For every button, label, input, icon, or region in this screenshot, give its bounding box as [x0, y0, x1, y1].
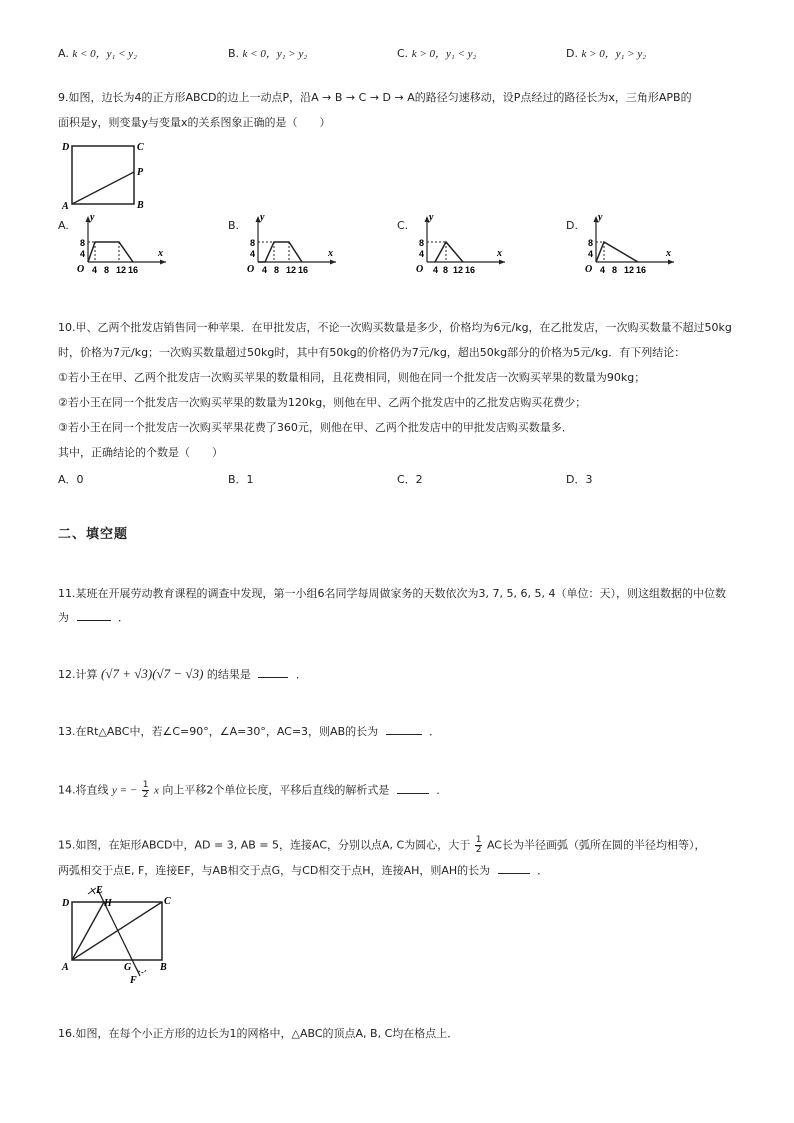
q9-option-b-letter: B. [228, 219, 240, 232]
tick-y-4: 4 [419, 249, 425, 259]
label-a: A [62, 962, 69, 973]
tick-y-8: 8 [588, 238, 594, 248]
q10-option-c: C．2 [397, 473, 423, 486]
tick-x-4: 4 [262, 265, 268, 275]
tick-x-8: 8 [274, 265, 280, 275]
q14-expr-x: x [153, 784, 159, 797]
tick-x-12: 12 [624, 265, 635, 275]
q11-line2 [58, 609, 129, 625]
q11-tail: ． [118, 611, 129, 624]
q14-post: 向上平移2个单位长度，平移后直线的解析式是 [162, 783, 390, 797]
q10-option-a: A．0 [58, 473, 84, 486]
y-label: y [598, 212, 603, 223]
q15-line1-post: AC长为半径画弧（弧所在圆的半径均相等）， [486, 838, 706, 852]
q10-statement-2: ②若小王在同一个批发店一次购买苹果的数量为120kg，则他在甲、乙两个批发店中的乙批发店购买花费少； [58, 396, 587, 409]
graph-line [258, 242, 302, 262]
q9-graph-b [244, 212, 344, 278]
q15-fraction [475, 836, 483, 855]
q8-option-c-text: k > 0，y₁ < y₂ [411, 48, 477, 60]
segment-ap [72, 172, 134, 204]
tick-y-8: 8 [80, 238, 86, 248]
label-b: B [137, 200, 144, 210]
tick-x-12: 12 [286, 265, 297, 275]
q9-option-c-letter: C. [397, 219, 409, 232]
tick-y-4: 4 [80, 249, 86, 259]
origin-label: O [77, 264, 85, 275]
tick-x-16: 16 [128, 265, 139, 275]
q11-answer-blank[interactable] [77, 611, 111, 621]
q15-line1 [58, 836, 705, 855]
q15-line2-text: 两弧相交于点E, F，连接EF，与AB相交于点G，与CD相交于点H，连接AH，则AH的长为 [58, 864, 491, 877]
x-axis-arrow [330, 260, 336, 265]
label-h: H [104, 898, 112, 909]
label-g: G [124, 962, 132, 973]
q8-option-a-letter: A. [58, 47, 69, 60]
label-b: B [160, 962, 167, 973]
x-label: x [158, 248, 163, 259]
q8-option-c-letter: C. [397, 47, 409, 60]
label-c: C [164, 896, 171, 907]
q13-text: 13.在Rt△ABC中，若∠C=90°，∠A=30°，AC=3，则AB的长为 [58, 725, 379, 738]
y-label: y [90, 212, 95, 223]
q9-square-figure [58, 138, 158, 210]
tick-x-4: 4 [600, 265, 606, 275]
label-d: D [62, 898, 70, 909]
x-axis-arrow [668, 260, 674, 265]
label-f: F [130, 975, 137, 986]
q10-statement-1: ①若小王在甲、乙两个批发店一次购买苹果的数量相同，且花费相同，则他在同一个批发店一次购买苹果的数量为90kg； [58, 371, 646, 384]
q10-line2: 时，价格为7元/kg；一次购买数量超过50kg时，其中有50kg的价格仍为7元/kg，超出50kg部分的价格为5元/kg．有下列结论： [58, 346, 686, 359]
q14-numerator: 1 [142, 780, 149, 790]
q8-option-b-text: k < 0，y₁ > y₂ [242, 48, 308, 60]
tick-x-8: 8 [104, 265, 110, 275]
q15-line2 [58, 862, 548, 878]
q14-expr-y: y = − [112, 784, 138, 797]
q12-tail: ． [295, 668, 307, 681]
q12-answer-blank[interactable] [258, 668, 288, 678]
tick-x-4: 4 [92, 265, 98, 275]
q10-option-b: B．1 [228, 473, 254, 486]
q11-line2-text: 为 [58, 611, 69, 624]
tick-y-8: 8 [250, 238, 256, 248]
x-axis-arrow [160, 260, 166, 265]
origin-label: O [585, 264, 593, 275]
q9-graph-a [74, 212, 174, 278]
tick-x-16: 16 [636, 265, 647, 275]
label-d: D [62, 142, 70, 153]
q14-denominator: 2 [142, 790, 149, 800]
tick-x-12: 12 [453, 265, 464, 275]
origin-label: O [247, 264, 255, 275]
segment-ah [72, 902, 104, 960]
tick-x-8: 8 [443, 265, 449, 275]
origin-label: O [416, 264, 424, 275]
graph-line [435, 242, 463, 262]
q10-question: 其中，正确结论的个数是（ ） [58, 446, 223, 459]
q13-line [58, 723, 440, 739]
q14-answer-blank[interactable] [397, 784, 429, 794]
label-a: A [62, 201, 69, 210]
tick-x-8: 8 [612, 265, 618, 275]
label-e: E [96, 885, 103, 896]
q13-answer-blank[interactable] [386, 725, 422, 735]
tick-y-8: 8 [419, 238, 425, 248]
q8-option-b-letter: B. [228, 47, 240, 60]
graph-line [596, 242, 638, 262]
x-label: x [666, 248, 671, 259]
q13-tail: ． [429, 725, 441, 738]
x-label: x [328, 248, 333, 259]
label-c: C [137, 142, 144, 153]
q12-line [58, 666, 307, 682]
x-axis-arrow [499, 260, 505, 265]
section-heading: 二、填空题 [58, 527, 129, 542]
q8-option-c [397, 45, 476, 61]
y-label: y [260, 212, 265, 223]
q14-line [58, 781, 447, 800]
q8-option-b [228, 45, 307, 61]
q10-option-d: D．3 [566, 473, 593, 486]
square-abcd [72, 146, 134, 204]
q14-tail: ． [436, 783, 448, 797]
tick-x-16: 16 [465, 265, 476, 275]
q12-expression: (√7 + √3)(√7 − √3) [101, 666, 204, 681]
y-label: y [429, 212, 434, 223]
q9-graph-d [582, 212, 682, 278]
q11-line1: 11.某班在开展劳动教育课程的调查中发现，第一小组6名同学每周做家务的天数依次为3, 7, 5, 6, 5, 4（单位：天），则这组数据的中位数 [58, 587, 726, 600]
tick-y-4: 4 [588, 249, 594, 259]
q15-denominator: 2 [475, 845, 482, 855]
q8-option-d-letter: D. [566, 47, 578, 60]
q8-option-a [58, 45, 137, 61]
q14-fraction [142, 781, 150, 800]
q14-pre: 14.将直线 [58, 783, 109, 797]
tick-x-4: 4 [433, 265, 439, 275]
q15-line1-pre: 15.如图，在矩形ABCD中，AD = 3, AB = 5，连接AC，分别以点A, C为圆心，大于 [58, 838, 471, 852]
tick-x-16: 16 [298, 265, 309, 275]
diagonal-ac [72, 902, 162, 960]
q9-line1: 9.如图，边长为4的正方形ABCD的边上一动点P，沿A → B → C → D → A的路径匀速移动，设P点经过的路径长为x，三角形APB的 [58, 91, 692, 104]
q15-numerator: 1 [475, 835, 482, 845]
x-label: x [497, 248, 502, 259]
q8-option-d [566, 45, 646, 61]
tick-x-12: 12 [116, 265, 127, 275]
tick-y-4: 4 [250, 249, 256, 259]
q12-post: 的结果是 [206, 668, 251, 681]
q9-graph-c [413, 212, 513, 278]
q12-pre: 12.计算 [58, 668, 98, 681]
q15-answer-blank[interactable] [498, 864, 530, 874]
q16-line: 16.如图，在每个小正方形的边长为1的网格中，△ABC的顶点A, B, C均在格点上． [58, 1027, 459, 1040]
q10-statement-3: ③若小王在同一个批发店一次购买苹果花费了360元，则他在甲、乙两个批发店中的甲批发店购买数量多． [58, 421, 573, 434]
q8-option-d-text: k > 0，y₁ > y₂ [581, 48, 647, 60]
q15-tail: ． [537, 864, 549, 877]
label-p: P [137, 167, 144, 178]
q9-line2: 面积是y，则变量y与变量x的关系图象正确的是（ ） [58, 116, 331, 129]
q10-line1: 10.甲、乙两个批发店销售同一种苹果．在甲批发店，不论一次购买数量是多少，价格均为6元/kg，在乙批发店，一次购买数量不超过50kg [58, 321, 732, 334]
q9-option-d-letter: D. [566, 219, 578, 232]
q15-rectangle-figure [58, 884, 188, 988]
q9-option-a-letter: A. [58, 219, 69, 232]
q8-option-a-text: k < 0，y₁ < y₂ [72, 48, 137, 60]
